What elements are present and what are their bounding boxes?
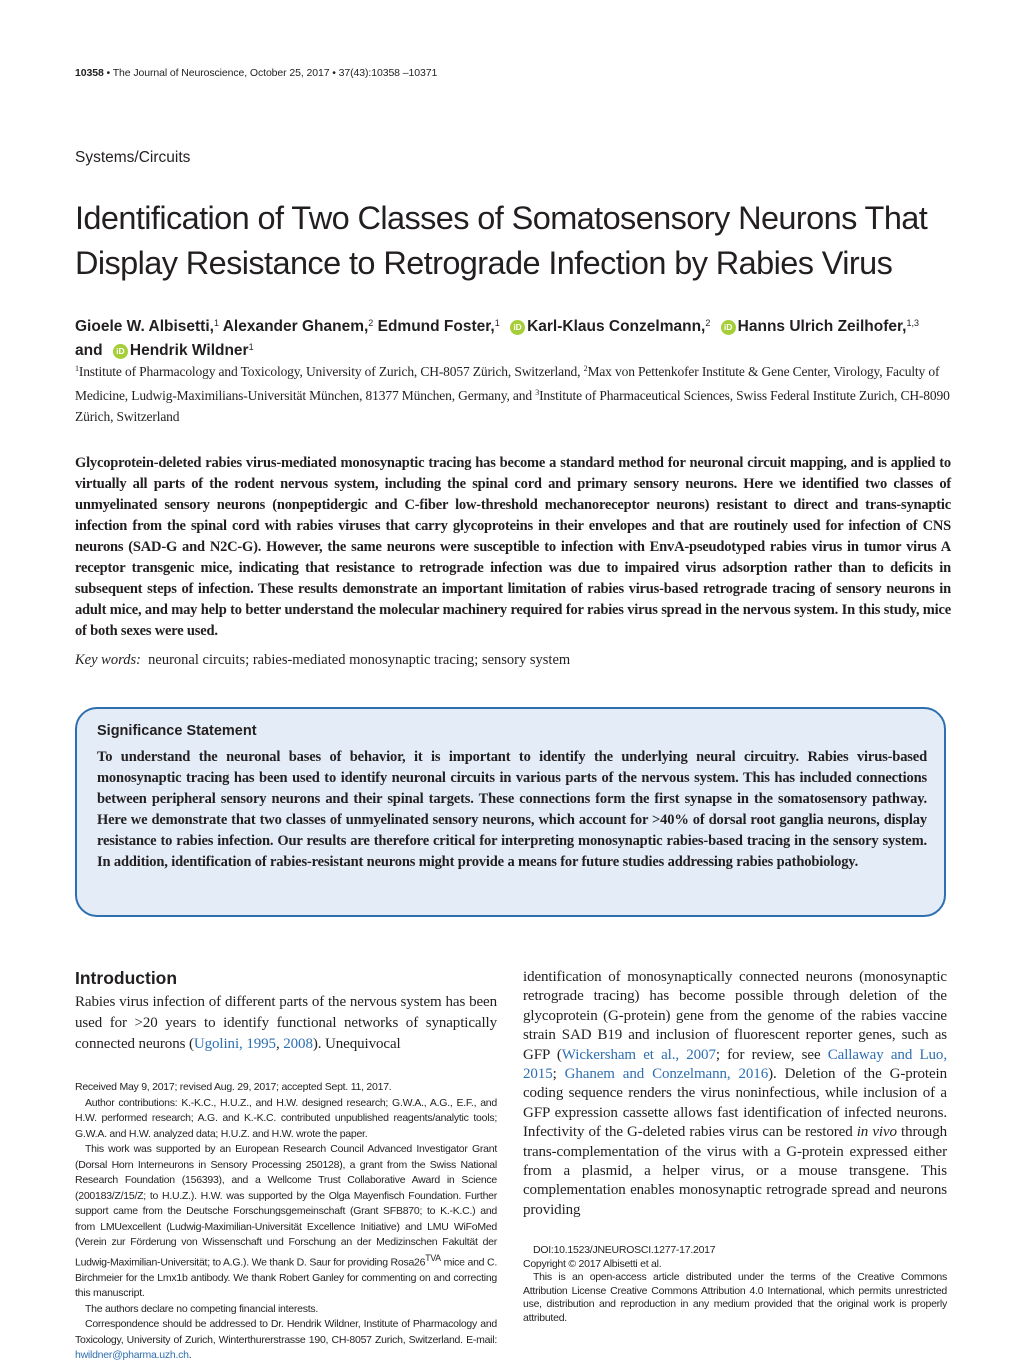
received-dates: Received May 9, 2017; revised Aug. 29, 2017; accepted Sept. 11, 2017. xyxy=(75,1081,392,1093)
copyright: Copyright © 2017 Albisetti et al. xyxy=(523,1257,662,1270)
citation-link[interactable]: Ugolini, 1995 xyxy=(193,1036,276,1052)
journal-citation: The Journal of Neuroscience, October 25, 2017 • 37(43):10358 –10371 xyxy=(112,67,438,79)
doi[interactable]: DOI:10.1523/JNEUROSCI.1277-17.2017 xyxy=(533,1244,716,1256)
abstract: Glycoprotein-deleted rabies virus-mediated monosynaptic tracing has become a standard method for neuronal circuit mapping, and is applied to virtually all parts of the rodent nervous system, including the spinal cord and primary sensory neurons. Here we identified two classes of unmyelinated sensory neurons (nonpeptidergic and C-fiber low-threshold mechanoreceptor neurons) resistant to direct and trans-synaptic infection from the spinal cord with rabies viruses that carry glycoproteins in their envelopes and that are routinely used for infection of CNS neurons (SAD-G and N2C-G). However, the same neurons were susceptible to infection with EnvA-pseudotyped rabies virus in tumor virus A receptor transgenic mice, indicating that resistance to retrograde infection was due to impaired virus adsorption rather than to deficits in subsequent steps of infection. These results demonstrate an important limitation of rabies virus-based retrograde tracing of sensory neurons in adult mice, and may help to better understand the molecular machinery required for rabies virus spread in the nervous system. In this study, mice of both sexes were used. xyxy=(75,455,951,639)
funding-statement: This work was supported by an European Research Council Advanced Investigator Grant (Dorsal Horn Interneurons in Sensory Processing 250128), a grant from the Swiss National Research Foundation (156393), and a Wellcome Trust Collaborative Award in Science (200183/Z/15/Z; to H.U.Z.). H.W. was supported by the Olga Mayenfisch Foundation. Further support came from the Deutsche Forschungsgemeinschaft (Grant SFB870; to K.-K.C.) and from LMUexcellent (Ludwig-Maximilian-Universität Excellence Initiative) and LMU WiFoMed (Verein zur Förderung von Wissenschaft und Forschung an der Medizinschen Fakultät der Ludwig-Maximilian-Universität; to A.G.). We thank D. Saur for providing $Rosa26^{TVA}$ mice and C. Birchmeier for the Lmx1b antibody. We thank Robert Ganley for commenting on and correcting this manuscript. xyxy=(75,1143,497,1299)
significance-title: Significance Statement xyxy=(97,723,257,739)
keywords-label: Key words: xyxy=(75,652,141,668)
citation-link[interactable]: Ghanem and Conzelmann, 2016 xyxy=(564,1066,769,1083)
introduction-left-column: Rabies virus infection of different parts of the nervous system has been used for >20 years to identify functional networks of synaptically connected neurons (Ugolini, 1995, 2008). Unequivocal xyxy=(75,994,497,1052)
license-statement: This is an open-access article distributed under the terms of the Creative Commons Attribution License Creative Commons Attribution 4.0 International, which permits unrestricted use, distribution and reproduction in any medium provided that the original work is properly attributed. xyxy=(523,1271,947,1324)
introduction-right-column: identification of monosynaptically connected neurons (monosynaptic retrograde tracing) has become possible through deletion of the glycoprotein (G-protein) gene from the genome of the rabies vaccine strain SAD B19 and inclusion of fluorescent reporter genes, such as GFP (Wickersham et al., 2007; for review, see Callaway and Luo, 2015; Ghanem and Conzelmann, 2016). Deletion of the G-protein coding sequence renders the virus noninfectious, while inclusion of a GFP expression cassette allows fast identification of infected neurons. Infectivity of the G-deleted rabies virus can be restored in vivo through trans-complementation of the virus with a G-protein expressed either from a plasmid, a helper virus, or a mouse transgene. This complementation enables monosynaptic retrograde spread and neurons providing xyxy=(523,969,948,1218)
keywords xyxy=(75,652,570,669)
author[interactable]: Alexander Ghanem,$^2$ xyxy=(222,318,374,335)
author[interactable]: Gioele W. Albisetti,$^1$ xyxy=(75,318,219,335)
competing-interests: The authors declare no competing financial interests. xyxy=(85,1302,319,1315)
author-contributions: Author contributions: K.-K.C., H.U.Z., and H.W. designed research; G.W.A., A.G., E.F., and H.W. performed research; A.G. and K.-K.C. contributed unpublished reagents/analytic tools; G.W.A. and H.W. analyzed data; H.U.Z. and H.W. wrote the paper. xyxy=(75,1096,497,1140)
citation-link[interactable]: Wickersham et al., 2007 xyxy=(561,1046,716,1063)
author-list xyxy=(75,313,955,361)
orcid-icon[interactable]: iD xyxy=(510,320,525,335)
article-title xyxy=(75,196,975,286)
running-head xyxy=(75,67,437,79)
citation-link[interactable]: Callaway and Luo, 2015 xyxy=(523,1046,947,1083)
introduction-heading: Introduction xyxy=(75,968,178,988)
section-label: Systems/Circuits xyxy=(75,149,191,166)
keywords-text: neuronal circuits; rabies-mediated monosynaptic tracing; sensory system xyxy=(148,652,571,668)
orcid-icon[interactable]: iD xyxy=(721,320,736,335)
author-and: and xyxy=(75,342,103,359)
citation-link[interactable]: 2008 xyxy=(283,1036,313,1052)
title-line-2: Display Resistance to Retrograde Infection by Rabies Virus xyxy=(75,245,893,281)
footnotes xyxy=(75,1080,497,1364)
affiliations: $^1$Institute of Pharmacology and Toxicology, University of Zurich, CH-8057 Zürich, Switzerland, $^2$Max von Pettenkofer Institute & Gene Center, Virology, Faculty of Medicine, Ludwig-Maximilians-Universität München, 81377 München, Germany, and $^3$Institute of Pharmaceutical Sciences, Swiss Federal Institute Zurich, CH-8090 Zürich, Switzerland xyxy=(75,364,950,424)
significance-text: To understand the neuronal bases of behavior, it is important to identify the underlying neural circuitry. Rabies virus-based monosynaptic tracing has been used to identify neuronal circuits in various parts of the nervous system. This has included connections between peripheral sensory neurons and their spinal targets. These connections form the first synapse in the somatosensory pathway. Here we demonstrate that two classes of unmyelinated sensory neurons, which account for >40% of dorsal root ganglia neurons, display resistance to rabies infection. Our results are therefore critical for interpreting monosynaptic rabies-based tracing in the sensory system. In addition, identification of rabies-resistant neurons might provide a means for future studies addressing rabies pathobiology. xyxy=(97,749,927,870)
author[interactable]: iD Karl-Klaus Conzelmann,$^2$ xyxy=(504,318,710,335)
author[interactable]: iD Hendrik Wildner$^1$ xyxy=(107,342,254,359)
page-number: 10358 xyxy=(75,67,104,79)
article-info xyxy=(523,1244,947,1325)
author[interactable]: iD Hanns Ulrich Zeilhofer,$^{1,3}$ xyxy=(715,318,919,335)
email-link[interactable]: hwildner@pharma.uzh.ch xyxy=(75,1349,189,1361)
correspondence: Correspondence should be addressed to Dr. Hendrik Wildner, Institute of Pharmacology and Toxicology, University of Zurich, Winterthurerstrasse 190, CH-8057 Zurich, Switzerland. E-mail: hwildner@pharma.uzh.ch. xyxy=(75,1318,497,1361)
author[interactable]: Edmund Foster,$^1$ xyxy=(377,318,500,335)
orcid-icon[interactable]: iD xyxy=(113,344,128,359)
running-head-bullet: • xyxy=(103,67,113,79)
title-line-1: Identification of Two Classes of Somatosensory Neurons That xyxy=(75,200,928,236)
